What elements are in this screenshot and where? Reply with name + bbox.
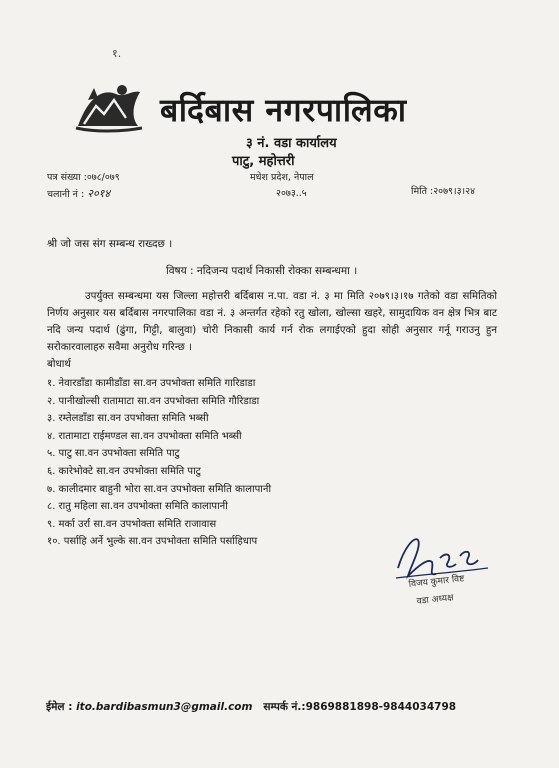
list-item: ६. कारेभोक्टे सा.वन उपभोक्ता समिति पाटु [47, 465, 201, 477]
list-item: १०. पर्साहि अर्ने भुल्के सा.वन उपभोक्ता समिति पर्साहिधाप [47, 536, 258, 548]
email-address: ito.bardibasmun3@gmail.com [76, 701, 253, 713]
list-item: ८. रातु महिला सा.वन उपभोक्ता समिति कालापानी [47, 501, 228, 513]
reference-number: पत्र संख्या :०७८/०७९ [47, 172, 120, 183]
list-item: ३. रम्तेलडाँडा सा.वन उपभोक्ता समिति भब्सी [47, 413, 209, 425]
signer-title: वडा अध्यक्ष [416, 593, 455, 607]
footer-contact [46, 700, 456, 714]
list-item: ४. रातामाटा राईमण्डल सा.वन उपभोक्ता समिति भब्सी [47, 430, 242, 442]
chalani-label: चलानी नं : [47, 189, 85, 200]
chalani-value: २०१४ [87, 187, 111, 200]
cc-title: बोधार्थ [47, 359, 71, 370]
stamp-date: २०७३..५ [276, 188, 307, 199]
municipality-title: बर्दिबास नगरपालिका [160, 91, 407, 129]
list-item: ९. मर्का उर्रा सा.वन उपभोक्ता समिति राजावास [47, 518, 217, 530]
contact-number: 9869881898-9844034798 [305, 701, 457, 713]
municipality-emblem-icon [74, 78, 144, 134]
salutation: श्री जो जस संग सम्बन्ध राख्दछ । [47, 238, 173, 250]
email-label: ईमेल : [46, 701, 73, 713]
chalani-number [47, 186, 110, 201]
cc-list [47, 375, 271, 551]
list-item: ५. पाटु सा.वन उपभोक्ता समिति पाटु [47, 448, 180, 460]
signer-name: विजय कुमार विष्ट [408, 574, 465, 590]
ward-office: ३ नं. वडा कार्यालय [246, 136, 337, 151]
letter-body [47, 288, 497, 356]
list-item: २. पानीखोल्सी रातामाटा सा.वन उपभोक्ता समिति गौरिडाडा [47, 395, 260, 407]
province-line: मधेश प्रदेश, नेपाल [250, 172, 314, 183]
subject-line: विषय : नदिजन्य पदार्थ निकासी रोक्का सम्बन्धमा । [166, 265, 358, 277]
body-paragraph: उपर्युक्त सम्बन्धमा यस जिल्ला महोत्तरी बर्दिबास न.पा. वडा नं. ३ मा मिति २०७९।३।१७ गतेको वडा समितिको निर्णय अनुसार यस बर्दिबास नगरपालिका वडा नं. ३ अन्तर्गत रहेको रतु खोला, खोल्सा खहरे, सामुदायिक वन क्षेत्र भित्र बाट नदि जन्य पदार्थ (ढुंगा, गिट्टी, बालुवा) चोरी निकासी कार्य गर्न रोक लगाईएको हुदा सोही अनुसार गर्नू गराउनु हुन सरोकारवालाहरु सवैमा अनुरोध गरिन्छ । [47, 291, 497, 353]
letter-date: मिति :२०७९।३।२४ [411, 186, 476, 197]
contact-label: सम्पर्क नं.: [263, 701, 306, 713]
list-item: १. नेवारडाँडा कामीडाँडा सा.वन उपभोक्ता समिति गारिडाडा [47, 378, 256, 389]
list-item: ७. कालीदमार बाहुनी भोरा सा.वन उपभोक्ता समिति कालापानी [47, 483, 272, 495]
district-line: पाटु, महोत्तरी [232, 154, 295, 169]
stray-mark: १. [112, 47, 122, 60]
